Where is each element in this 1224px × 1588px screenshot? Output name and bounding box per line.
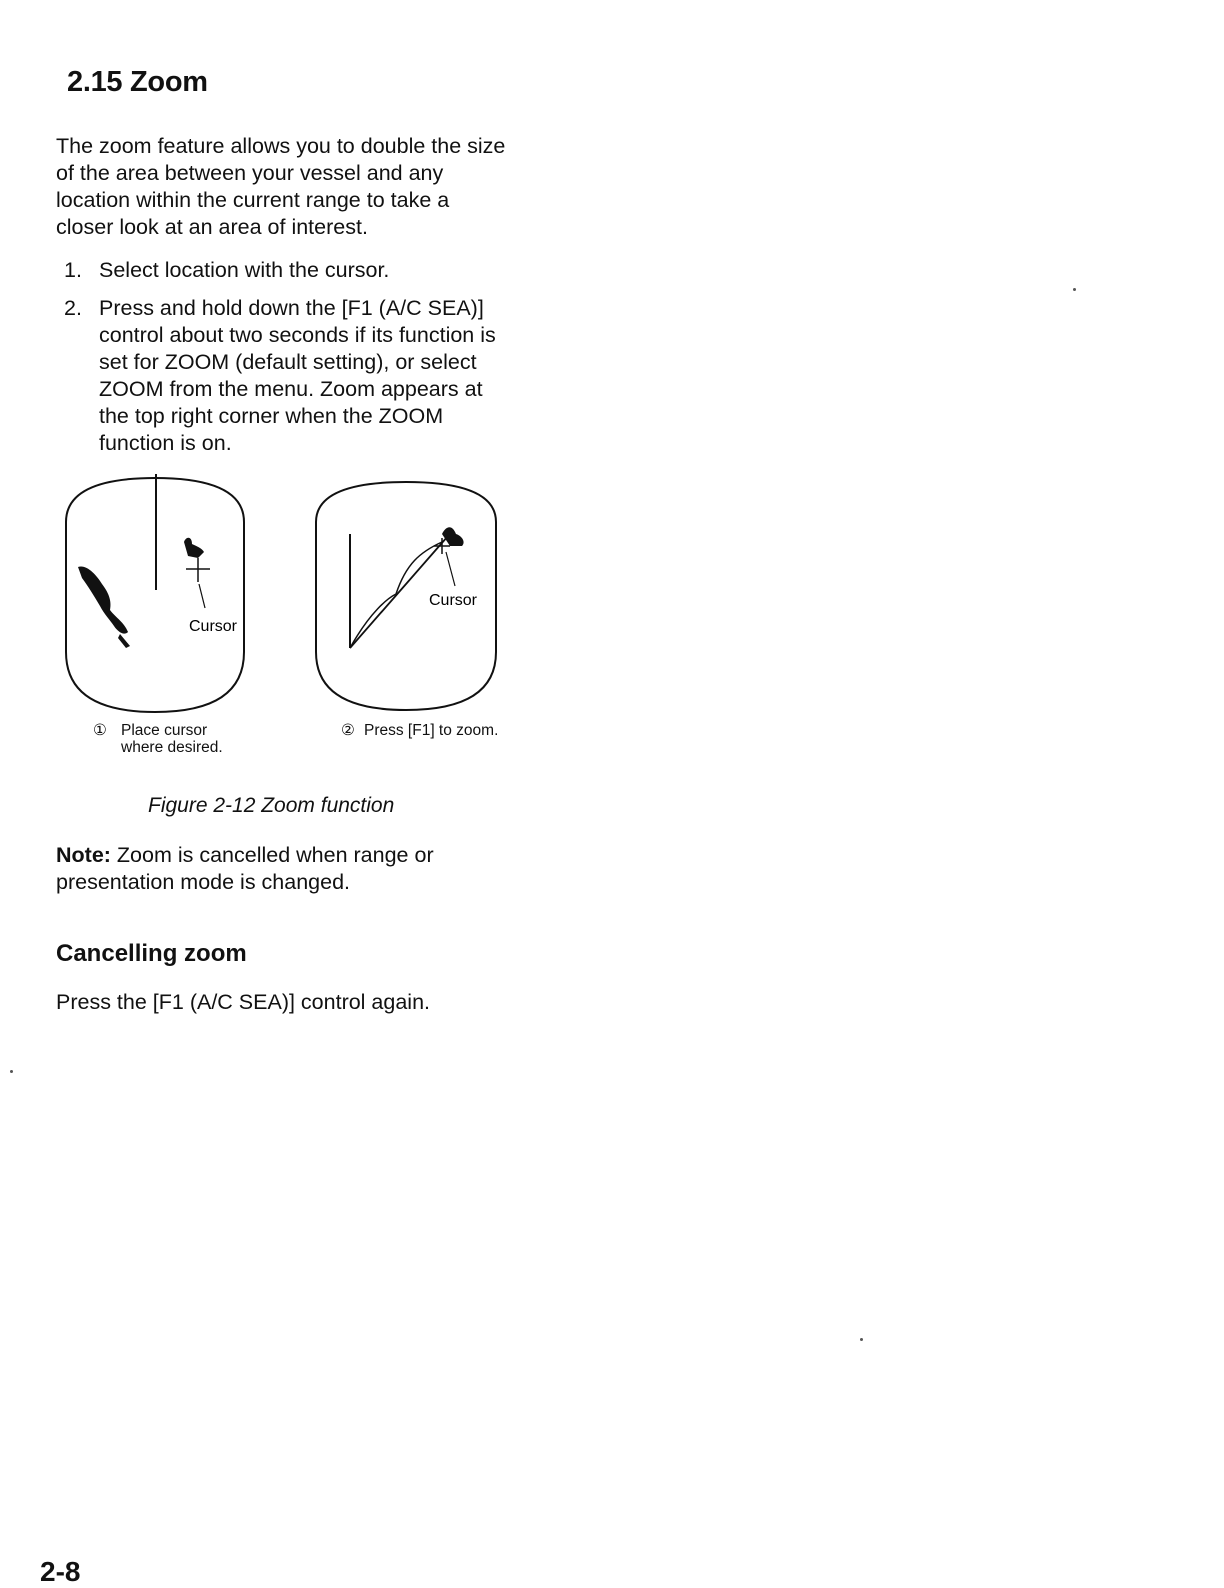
- step-text: Press and hold down the [F1 (A/C SEA)] control about two seconds if its function is set for ZOOM (default setting), or select ZOOM from the menu. Zoom appears at the top right corner when the ZOOM function is on.: [99, 296, 496, 455]
- section-title: 2.15 Zoom: [67, 66, 208, 98]
- caption-number: ①: [93, 722, 107, 739]
- cancel-instruction: Press the [F1 (A/C SEA)] control again.: [56, 990, 431, 1014]
- step-item: [56, 257, 512, 284]
- radar-screen-zoomed: [316, 482, 496, 710]
- target-echo: [184, 538, 204, 558]
- zoom-figure: [58, 472, 528, 767]
- cursor-mark: [186, 558, 210, 582]
- caption-number: ②: [341, 722, 355, 739]
- step-text: Select location with the cursor.: [99, 258, 390, 282]
- caption-text: Place cursor where desired.: [121, 722, 223, 756]
- landmass-shape: [78, 566, 128, 633]
- note-label: Note:: [56, 843, 111, 867]
- page-number: 2-8: [40, 1556, 81, 1587]
- note-paragraph: [56, 842, 512, 896]
- scan-speck: [860, 1338, 863, 1341]
- target-echo-zoomed: [442, 527, 464, 546]
- scan-speck: [10, 1070, 13, 1073]
- steps-list: [56, 257, 512, 468]
- step-item: [56, 295, 512, 457]
- scan-speck: [1073, 288, 1076, 291]
- step-number: 1.: [64, 258, 82, 282]
- caption-text: Press [F1] to zoom.: [364, 722, 499, 739]
- intro-paragraph: The zoom feature allows you to double the size of the area between your vessel and any location within the current range to take a closer look at an area of interest.: [56, 134, 506, 239]
- radar-screen-before: [66, 474, 247, 712]
- cursor-label: Cursor: [189, 618, 238, 635]
- step-number: 2.: [64, 296, 82, 320]
- figure-title: Figure 2-12 Zoom function: [148, 794, 395, 817]
- cursor-label: Cursor: [429, 592, 478, 609]
- note-text: Zoom is cancelled when range or presentation mode is changed.: [56, 843, 434, 894]
- cursor-leader-line: [199, 584, 205, 608]
- zoom-illustration: [58, 472, 528, 717]
- subsection-title: Cancelling zoom: [56, 940, 247, 967]
- cursor-leader-line: [446, 552, 455, 586]
